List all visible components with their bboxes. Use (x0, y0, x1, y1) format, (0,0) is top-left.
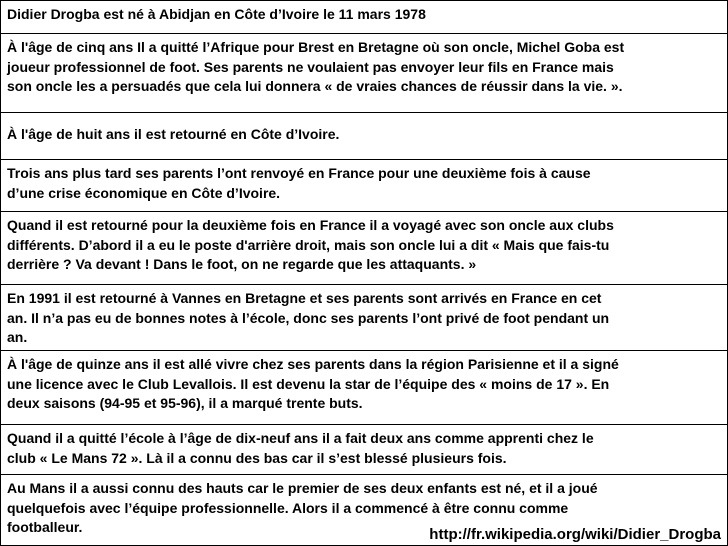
row-text: Didier Drogba est né à Abidjan en Côte d’Ivoire le 11 mars 1978 (7, 6, 426, 22)
source-link[interactable]: http://fr.wikipedia.org/wiki/Didier_Drogba (429, 525, 721, 543)
row-text: an. Il n’a pas eu de bonnes notes à l’école, donc ses parents l’ont privé de foot pendant un (7, 309, 610, 326)
row-text: footballeur. (7, 519, 83, 535)
row-text: différents. D’abord il a eu le poste d'arrière droit, mais son oncle lui a dit « Mais que fais-tu (7, 236, 610, 253)
table-row (1, 34, 727, 113)
row-text: an. (7, 329, 28, 345)
row-text: une licence avec le Club Levallois. Il est devenu la star de l’équipe des « moins de 17 ». En (7, 375, 610, 392)
row-text: Trois ans plus tard ses parents l’ont renvoyé en France pour une deuxième fois à cause (7, 165, 591, 181)
row-text: d’une crise économique en Côte d’Ivoire. (7, 184, 281, 201)
table-row (1, 212, 727, 285)
table-row (1, 113, 727, 160)
table-row (1, 285, 727, 351)
row-text: derrière ? Va devant ! Dans le foot, on ne regarde que les attaquants. » (7, 256, 477, 272)
table-row (1, 1, 727, 34)
row-text: En 1991 il est retourné à Vannes en Bretagne et ses parents sont arrivés en France en cet (7, 290, 602, 306)
table-row (1, 425, 727, 475)
row-text: quelquefois avec l’équipe professionnelle. Alors il a commencé à être connu comme (7, 499, 569, 516)
row-text: Au Mans il a aussi connu des hauts car le premier de ses deux enfants est né, et il a joué (7, 480, 598, 496)
table-row (1, 351, 727, 425)
row-text: À l'âge de cinq ans Il a quitté l’Afrique pour Brest en Bretagne où son oncle, Michel Goba est (7, 39, 625, 55)
row-text: À l'âge de quinze ans il est allé vivre chez ses parents dans la région Parisienne et il a signé (7, 356, 619, 372)
row-text: Quand il est retourné pour la deuxième fois en France il a voyagé avec son oncle aux clubs (7, 217, 614, 233)
table-row (1, 160, 727, 212)
table-row (1, 475, 727, 545)
row-text: joueur professionnel de foot. Ses parents ne voulaient pas envoyer leur fils en France mais (7, 58, 614, 75)
row-text: Quand il a quitté l’école à l’âge de dix-neuf ans il a fait deux ans comme apprenti chez le (7, 430, 594, 446)
row-text: deux saisons (94-95 et 95-96), il a marqué trente buts. (7, 395, 363, 411)
row-text: club « Le Mans 72 ». Là il a connu des bas car il s’est blessé plusieurs fois. (7, 449, 507, 466)
row-text: À l'âge de huit ans il est retourné en Côte d’Ivoire. (7, 126, 340, 142)
row-text: son oncle les a persuadés que cela lui donnera « de vraies chances de réussir dans la vie. ». (7, 78, 623, 94)
